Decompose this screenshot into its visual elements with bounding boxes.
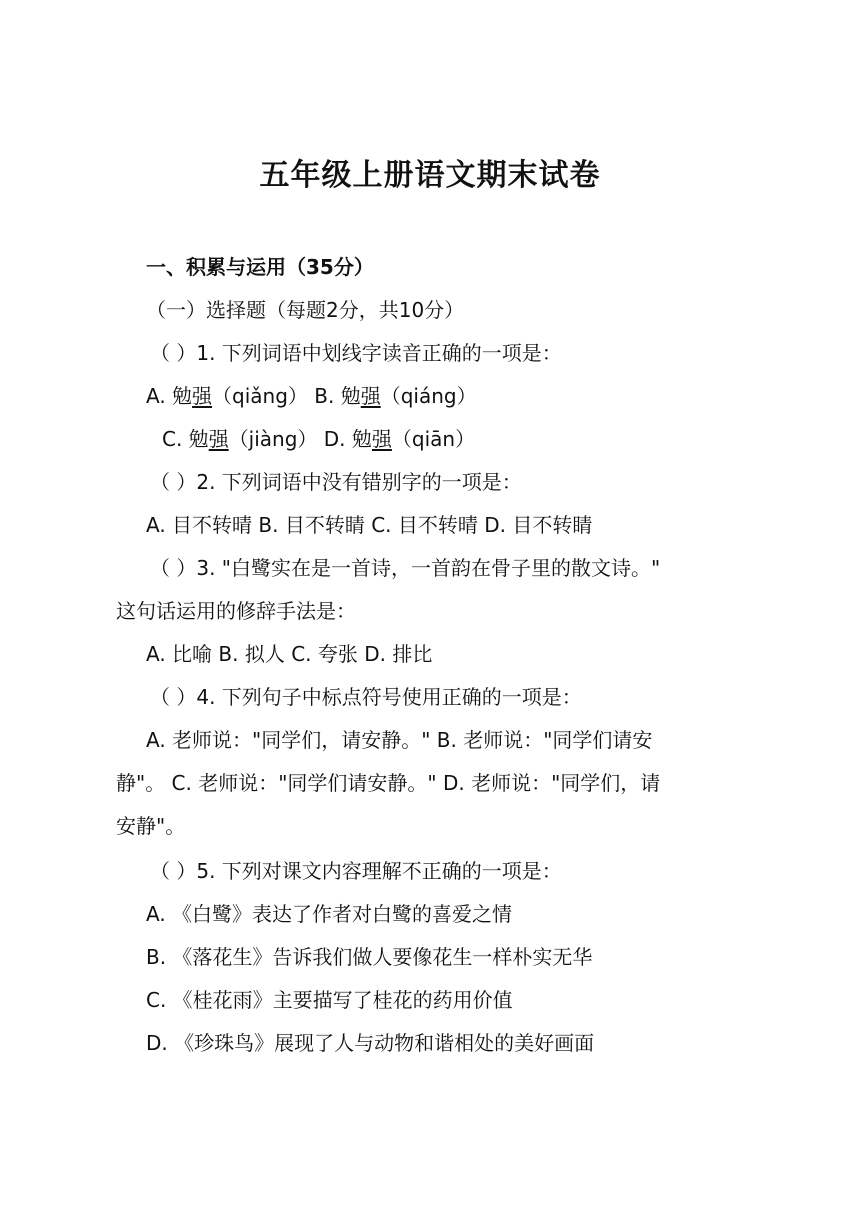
question-3-options: A. 比喻 B. 拟人 C. 夸张 D. 排比 xyxy=(146,642,433,666)
question-2-stem: （ ）2. 下列词语中没有错别字的一项是： xyxy=(150,470,522,494)
question-1-options-ab xyxy=(146,384,477,408)
question-5-stem: （ ）5. 下列对课文内容理解不正确的一项是： xyxy=(150,859,562,883)
q1-option-a-prefix: A. 勉 xyxy=(146,384,193,408)
q1-option-d-underlined: 强 xyxy=(371,427,392,451)
question-5-option-c: C. 《桂花雨》主要描写了桂花的药用价值 xyxy=(146,988,513,1012)
question-3-stem-continued: 这句话运用的修辞手法是： xyxy=(116,599,356,623)
q1-option-b-suffix: （qiáng） xyxy=(380,384,477,408)
q1-option-d-suffix: （qiān） xyxy=(391,427,476,451)
question-1-options-cd xyxy=(162,427,475,451)
q1-option-a-suffix: （qiǎng） B. 勉 xyxy=(212,384,361,408)
page-title: 五年级上册语文期末试卷 xyxy=(259,158,601,193)
q1-option-c-underlined: 强 xyxy=(208,427,229,451)
q1-option-c-prefix: C. 勉 xyxy=(162,427,209,451)
question-5-option-a: A. 《白鹭》表达了作者对白鹭的喜爱之情 xyxy=(146,902,513,926)
question-1-stem: （ ）1. 下列词语中划线字读音正确的一项是： xyxy=(150,341,562,365)
question-4-options-line-1: A. 老师说："同学们，请安静。" B. 老师说："同学们请安 xyxy=(146,728,653,752)
q1-option-a-underlined: 强 xyxy=(192,384,213,408)
question-4-options-line-2: 静"。 C. 老师说："同学们请安静。" D. 老师说："同学们，请 xyxy=(116,771,661,795)
question-5-option-d: D. 《珍珠鸟》展现了人与动物和谐相处的美好画面 xyxy=(146,1031,595,1055)
q1-option-c-suffix: （jiàng） D. 勉 xyxy=(228,427,372,451)
question-4-stem: （ ）4. 下列句子中标点符号使用正确的一项是： xyxy=(150,685,582,709)
question-4-options-line-3: 安静"。 xyxy=(116,814,186,838)
question-3-stem: （ ）3. "白鹭实在是一首诗，一首韵在骨子里的散文诗。" xyxy=(150,556,661,580)
question-5-option-b: B. 《落花生》告诉我们做人要像花生一样朴实无华 xyxy=(146,945,593,969)
question-2-options: A. 目不转晴 B. 目不转睛 C. 目不转晴 D. 目不转睛 xyxy=(146,513,593,537)
subsection-heading: （一）选择题（每题2分，共10分） xyxy=(146,298,465,322)
section-heading: 一、积累与运用（35分） xyxy=(146,255,374,279)
q1-option-b-underlined: 强 xyxy=(360,384,381,408)
